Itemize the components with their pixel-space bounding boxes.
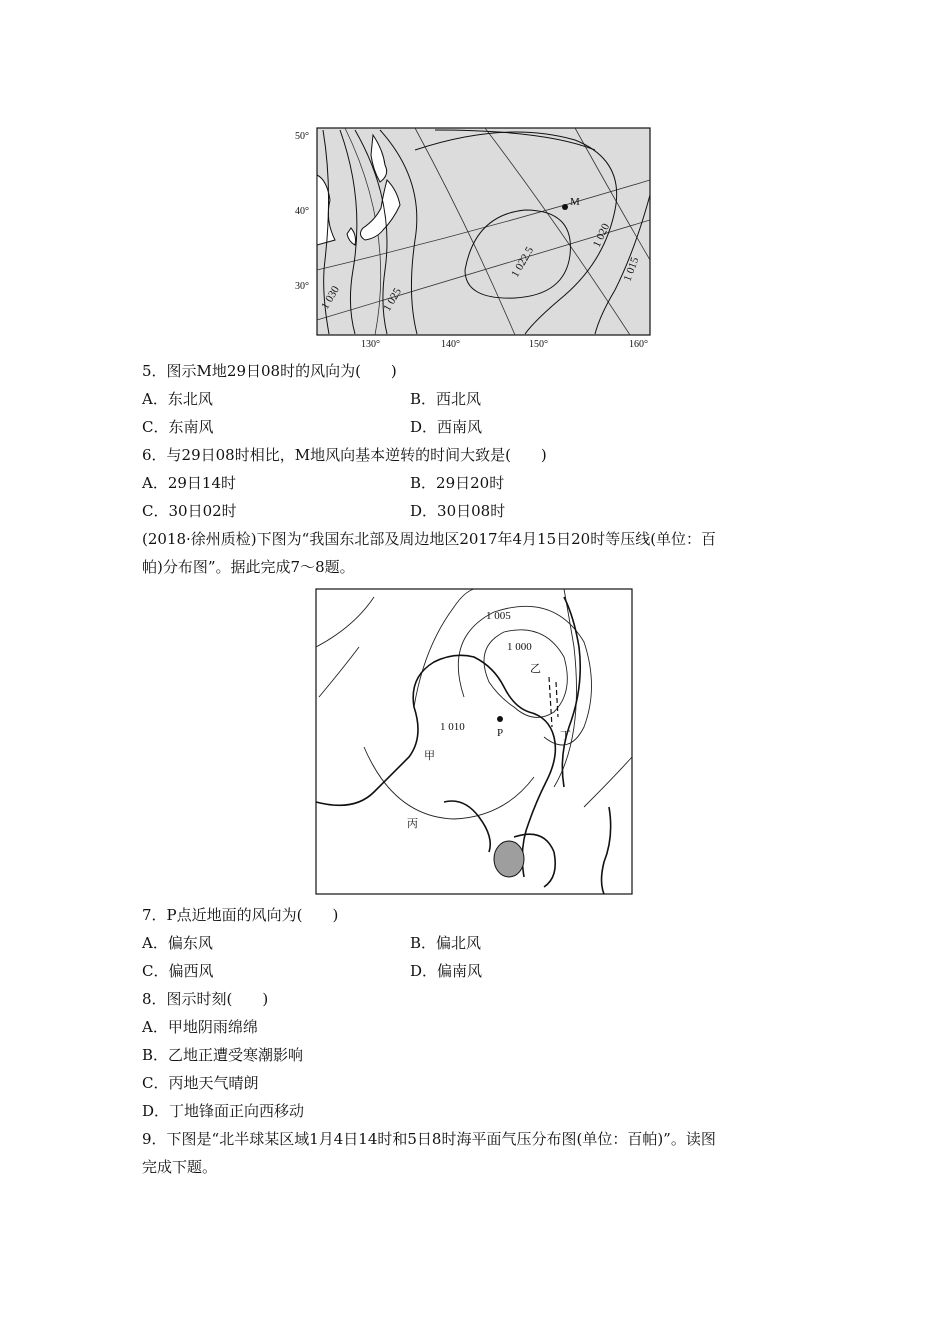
point-m-marker <box>562 204 568 210</box>
place-label-jia: 甲 <box>424 749 435 762</box>
pressure-map-northeast-china <box>314 587 634 897</box>
pressure-map-japan <box>285 120 665 350</box>
isobar-label-1022-5: 1 022.5 <box>509 244 537 280</box>
point-p-marker <box>497 716 503 722</box>
intro-7-8-line-1: (2018·徐州质检)下图为“我国东北部及周边地区2017年4月15日20时等压线(单位：百 <box>142 530 717 548</box>
question-7-stem: 7．P点近地面的风向为( ) <box>142 906 339 924</box>
q8-option-c: C．丙地天气晴朗 <box>142 1074 259 1092</box>
question-9-line-1: 9．下图是“北半球某区域1月4日14时和5日8时海平面气压分布图(单位：百帕)”。读图 <box>142 1130 716 1148</box>
q8-option-a: A．甲地阴雨绵绵 <box>142 1018 258 1036</box>
place-label-yi: 乙 <box>530 662 541 675</box>
q6-option-d: D．30日08时 <box>410 502 506 520</box>
q6-option-b: B．29日20时 <box>410 474 505 492</box>
place-label-ding: 丁 <box>560 729 571 742</box>
question-9-line-2: 完成下题。 <box>142 1158 218 1176</box>
place-label-bing: 丙 <box>407 817 418 830</box>
q7-option-d: D．偏南风 <box>410 962 483 980</box>
lat-tick-30: 30° <box>295 281 309 292</box>
q6-option-c: C．30日02时 <box>142 502 237 520</box>
lon-tick-130: 130° <box>361 339 380 350</box>
q7-option-b: B．偏北风 <box>410 934 482 952</box>
lon-tick-160: 160° <box>629 339 648 350</box>
q8-option-d: D．丁地锋面正向西移动 <box>142 1102 305 1120</box>
question-5-stem: 5．图示M地29日08时的风向为( ) <box>142 362 397 380</box>
q6-option-a: A．29日14时 <box>142 474 237 492</box>
lake-shape <box>494 841 524 877</box>
q5-option-b: B．西北风 <box>410 390 482 408</box>
isobar-label-1000: 1 000 <box>507 641 532 653</box>
point-p-label: P <box>497 727 504 739</box>
lat-tick-40: 40° <box>295 206 309 217</box>
q8-option-b: B．乙地正遭受寒潮影响 <box>142 1046 304 1064</box>
point-m-label: M <box>570 196 580 208</box>
q5-option-a: A．东北风 <box>142 390 213 408</box>
isobar-label-1025: 1 025 <box>381 286 404 314</box>
lon-tick-150: 150° <box>529 339 548 350</box>
q7-option-c: C．偏西风 <box>142 962 214 980</box>
lon-tick-140: 140° <box>441 339 460 350</box>
isobar-label-1005: 1 005 <box>486 610 511 622</box>
question-6-stem: 6．与29日08时相比，M地风向基本逆转的时间大致是( ) <box>142 446 547 464</box>
lat-tick-50: 50° <box>295 131 309 142</box>
isobar-label-1030: 1 030 <box>319 284 342 312</box>
q5-option-d: D．西南风 <box>410 418 483 436</box>
q5-option-c: C．东南风 <box>142 418 214 436</box>
intro-7-8-line-2: 帕)分布图”。据此完成7～8题。 <box>142 558 355 576</box>
q7-option-a: A．偏东风 <box>142 934 213 952</box>
isobar-label-1015: 1 015 <box>621 255 642 284</box>
isobar-label-1020: 1 020 <box>590 221 613 250</box>
question-8-stem: 8．图示时刻( ) <box>142 990 269 1008</box>
isobar-label-1010: 1 010 <box>440 721 465 733</box>
